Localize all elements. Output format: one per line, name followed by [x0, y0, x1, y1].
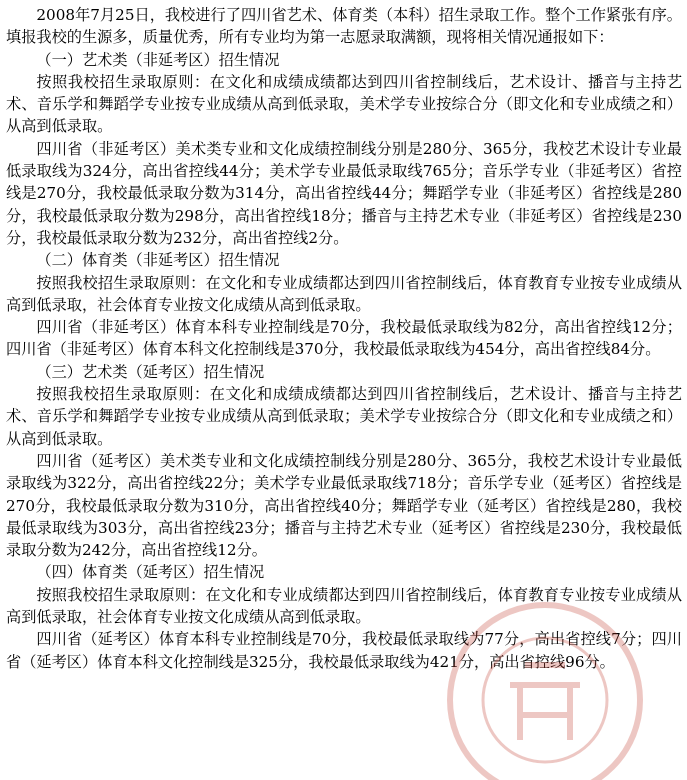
section-paragraph: 四川省（延考区）体育本科专业控制线是70分，我校最低录取线为77分，高出省控线7分；四川省（延考区）体育本科文化控制线是325分，我校最低录取线为421分，高出省控线96分。: [6, 630, 682, 671]
section-paragraph: 按照我校招生录取原则：在文化和成绩成绩都达到四川省控制线后，艺术设计、播音与主持艺术、音乐学和舞蹈学专业按专业成绩从高到低录取，美术学专业按综合分（即文化和专业成绩之和）从高到低录取。: [6, 72, 682, 136]
section-heading: （二）体育类（非延考区）招生情况: [36, 251, 280, 270]
section-paragraph: 按照我校招生录取原则：在文化和成绩成绩都达到四川省控制线后，艺术设计、播音与主持艺术、音乐学和舞蹈学专业按专业成绩从高到低录取；美术学专业按综合分（即文化和专业成绩之和）从高到低录取。: [6, 385, 682, 448]
section-art-deferred: [6, 361, 687, 562]
section-art-non-deferred: [6, 49, 687, 250]
section-paragraph: 四川省（非延考区）美术类专业和文化成绩控制线分别是280分、365分，我校艺术设计专业最低录取线为324分，高出省控线44分；美术学专业最低录取线765分；音乐学专业（非延考区）省控线是270分，我校最低录取分数为314分，高出省控线44分；舞蹈学专业（非延考区）省控线是280分，我校最低录取分数为298分，高出省控线18分；播音与主持艺术专业（非延考区）省控线是230分，我校最低录取分数为232分，高出省控线2分。: [6, 139, 682, 247]
section-paragraph: 四川省（延考区）美术类专业和文化成绩控制线分别是280分、365分，我校艺术设计专业最低录取线为322分，高出省控线22分；美术学专业最低录取线718分；音乐学专业（延考区）省控线是270分，我校最低录取分数为310分，高出省控线40分；舞蹈学专业（延考区）省控线是280，我校最低录取线为303分，高出省控线23分；播音与主持艺术专业（延考区）省控线是230分，我校最低录取分数为242分，高出省控线12分。: [6, 451, 682, 560]
section-heading: （三）艺术类（延考区）招生情况: [36, 362, 265, 381]
section-paragraph: 按照我校招生录取原则：在文化和专业成绩都达到四川省控制线后，体育教育专业按专业成绩从高到低录取，社会体育专业按文化成绩从高到低录取。: [6, 273, 682, 314]
intro-paragraph: 2008年7月25日，我校进行了四川省艺术、体育类（本科）招生录取工作。整个工作紧张有序。填报我校的生源多，质量优秀，所有专业均为第一志愿录取满额，现将相关情况通报如下：: [6, 6, 682, 47]
section-paragraph: 按照我校招生录取原则：在文化和专业成绩都达到四川省控制线后，体育教育专业按专业成绩从高到低录取，社会体育专业按文化成绩从高到低录取。: [6, 585, 682, 627]
section-sports-non-deferred: [6, 249, 687, 360]
section-heading: （四）体育类（延考区）招生情况: [36, 563, 265, 582]
section-heading: （一）艺术类（非延考区）招生情况: [36, 50, 280, 69]
section-paragraph: 四川省（非延考区）体育本科专业控制线是70分，我校最低录取线为82分，高出省控线12分；四川省（非延考区）体育本科文化控制线是370分，我校最低录取线为454分，高出省控线84分。: [6, 318, 682, 359]
section-sports-deferred: [6, 561, 687, 672]
